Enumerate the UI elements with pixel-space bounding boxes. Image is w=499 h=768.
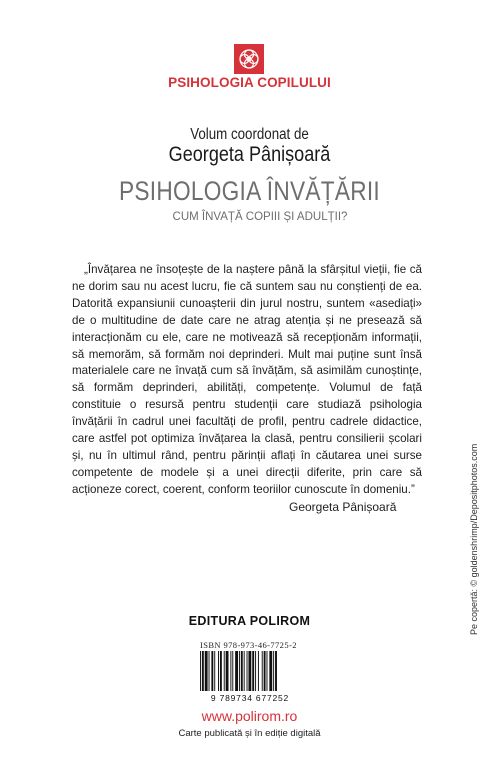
book-title: PSIHOLOGIA ÎNVĂȚĂRII	[119, 176, 380, 206]
digital-edition-note: Carte publicată și în ediție digitală	[178, 728, 321, 739]
quote-author: Georgeta Pânișoară	[289, 500, 397, 514]
back-cover-quote: „Învățarea ne însoțește de la naștere până la sfârșitul vieții, fie că ne dorim sau nu acest lucru, fie că suntem sau nu conștienți de ea. Datorită expansiunii cunoașterii din jurul nostru, suntem «asediați» de o multitudine de date care ne atrag atenția și ne presează să interacționăm cu ele, care ne motivează să recepționăm informații, să memorăm, să formăm noi deprinderi. Mult mai puține sunt însă materialele care ne învață cum să învățăm, să asimilăm cunoștințe, să formăm deprinderi, abilități, competențe. Volumul de față constituie o resursă pentru studenții care studiază psihologia învățării în cadrul unei facultăți de profil, pentru cadrele didactice, care astfel pot optimiza învățarea la clasă, pentru consilierii școlari și, nu în ultimul rând, pentru părinții aflați în căutarea unei surse competente de modele și a unei direcții diferite, prin care să acționeze corect, coerent, conform teoriilor cunoscute în domeniu.”	[72, 263, 422, 496]
cover-photo-credit: Pe copertă: © goldenshrimp/Depositphotos.com	[469, 443, 479, 635]
isbn-label: ISBN 978-973-46-7725-2	[200, 640, 297, 650]
barcode	[198, 651, 304, 694]
publisher-name: EDITURA POLIROM	[188, 614, 311, 628]
series-name: PSIHOLOGIA COPILULUI	[168, 75, 331, 90]
book-author: Georgeta Pânișoară	[168, 143, 331, 166]
barcode-digits: 9 789734 677252	[210, 693, 290, 703]
coordinator-label: Volum coordonat de	[190, 126, 309, 143]
publisher-website[interactable]: www.polirom.ro	[201, 708, 298, 724]
series-logo-icon	[234, 44, 264, 74]
book-subtitle: CUM ÎNVAȚĂ COPIII ȘI ADULȚII?	[172, 211, 348, 223]
